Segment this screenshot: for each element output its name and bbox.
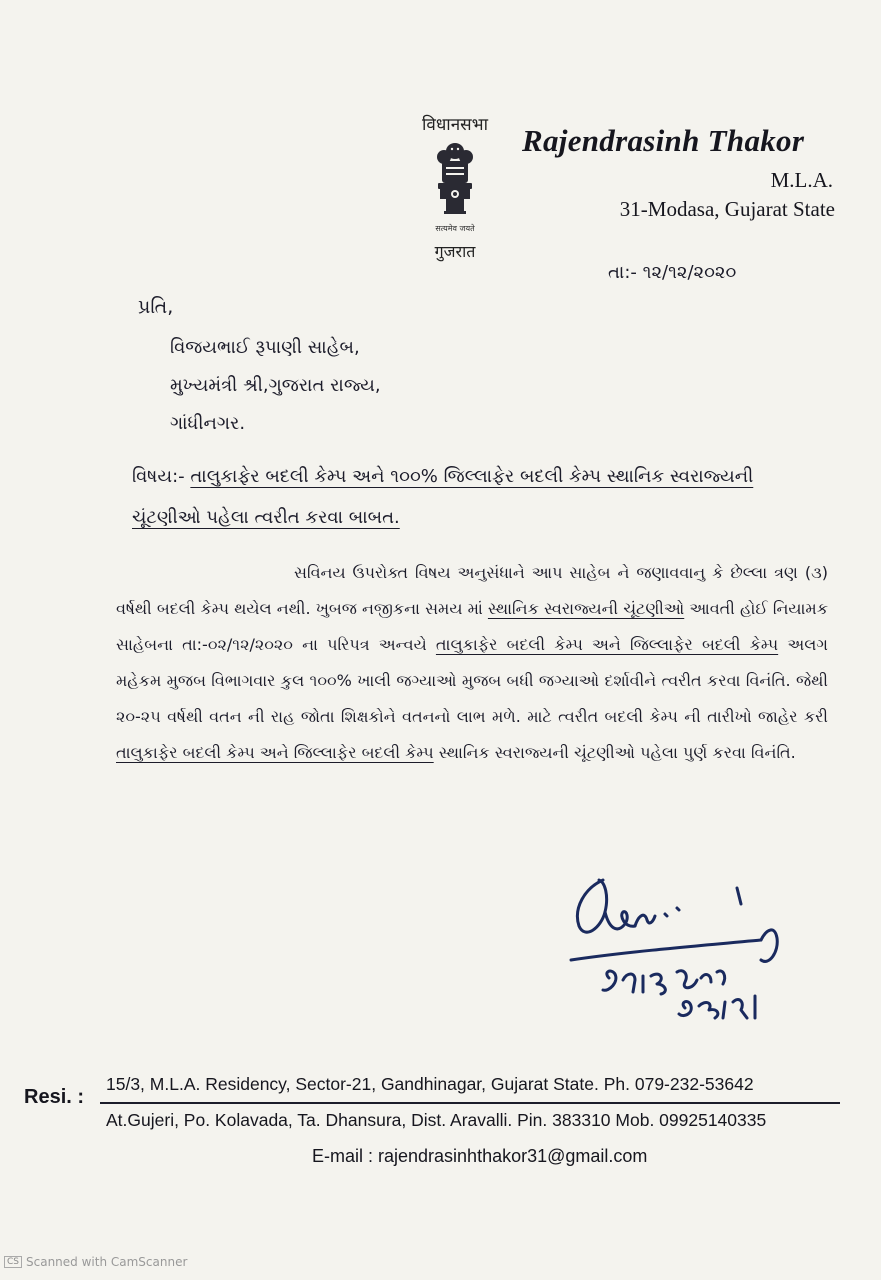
residence-address-village: At.Gujeri, Po. Kolavada, Ta. Dhansura, Dist. Aravalli. Pin. 383310 Mob. 09925140335 — [106, 1110, 767, 1130]
constituency: 31-Modasa, Gujarat State — [619, 197, 835, 221]
letter-date: તા:- ૧૨/૧૨/૨૦૨૦ — [608, 262, 737, 283]
national-emblem-icon — [432, 141, 478, 223]
residence-address-gandhinagar: 15/3, M.L.A. Residency, Sector-21, Gandhinagar, Gujarat State. Ph. 079-232-53642 — [106, 1074, 754, 1094]
mla-title: M.L.A. — [770, 168, 833, 192]
body-part-2: આવતી હોઈ નિયામક સાહેબના તા:-૦૨/૧૨/૨૦૨૦ ના પરિપત્ર અન્વયે — [116, 599, 828, 654]
recipient-to-label: પ્રતિ, — [138, 296, 174, 318]
letterhead-emblem-block — [400, 112, 510, 262]
footer-divider — [100, 1102, 840, 1104]
mla-name: Rajendrasinh Thakor — [522, 123, 805, 158]
residence-label: Resi. : — [24, 1086, 85, 1108]
assembly-label: विधानसभा — [422, 115, 488, 135]
camscanner-logo-icon: CS — [4, 1256, 22, 1268]
handwritten-signature — [565, 868, 805, 1033]
recipient-city: ગાંધીનગર. — [170, 413, 246, 434]
body-underlined-3: તાલુકાફેર બદલી કેમ્પ અને જિલ્લાફેર બદલી કેમ્પ — [116, 743, 434, 762]
recipient-name: વિજયભાઈ રૂપાણી સાહેબ, — [170, 337, 360, 358]
scanner-watermark — [4, 1255, 187, 1269]
body-part-3: અલગ મહેકમ મુજબ વિભાગવાર કુલ ૧૦૦% ખાલી જગ્યાઓ મુજબ બધી જગ્યાઓ દર્શાવીને ત્વરીત કરવા વિનંતિ. જેથી ૨૦-૨૫ વર્ષથી વતન ની રાહ જોતા શિક્ષકોને વતનનો લાભ મળે. માટે ત્વરીત બદલી કેમ્પ ની તારીખો જાહેર કરી — [116, 635, 828, 726]
body-part-1: સવિનય ઉપરોક્ત વિષય અનુસંધાને આપ સાહેબ ને જણાવવાનુ કે છેલ્લા ત્રણ (૩) વર્ષથી બદલી કેમ્પ થયેલ નથી. ખુબજ નજીકના સમય માં — [116, 563, 828, 618]
body-underlined-2: તાલુકાફેર બદલી કેમ્પ અને જિલ્લાફેર બદલી કેમ્પ — [435, 635, 779, 654]
subject-line — [132, 456, 772, 538]
state-label: गुजरात — [434, 242, 476, 261]
recipient-designation: મુખ્યમંત્રી શ્રી,ગુજરાત રાજ્ય, — [170, 375, 381, 396]
body-underlined-1: સ્થાનિક સ્વરાજ્યની ચૂંટણીઓ — [487, 599, 685, 618]
body-part-4: સ્થાનિક સ્વરાજ્યની ચૂંટણીઓ પહેલા પુર્ણ કરવા વિનંતિ. — [433, 743, 796, 762]
subject-label: વિષય:- — [132, 466, 191, 487]
emblem-motto: सत्यमेव जयते — [435, 224, 475, 233]
letter-body — [116, 555, 828, 771]
scanner-text: Scanned with CamScanner — [26, 1255, 188, 1269]
subject-text: તાલુકાફેર બદલી કેમ્પ અને ૧૦૦% જિલ્લાફેર બદલી કેમ્પ સ્થાનિક સ્વરાજ્યની ચૂંટણીઓ પહેલા ત્વરીત કરવા બાબત. — [132, 466, 754, 528]
email-address: E-mail : rajendrasinhthakor31@gmail.com — [312, 1146, 648, 1166]
